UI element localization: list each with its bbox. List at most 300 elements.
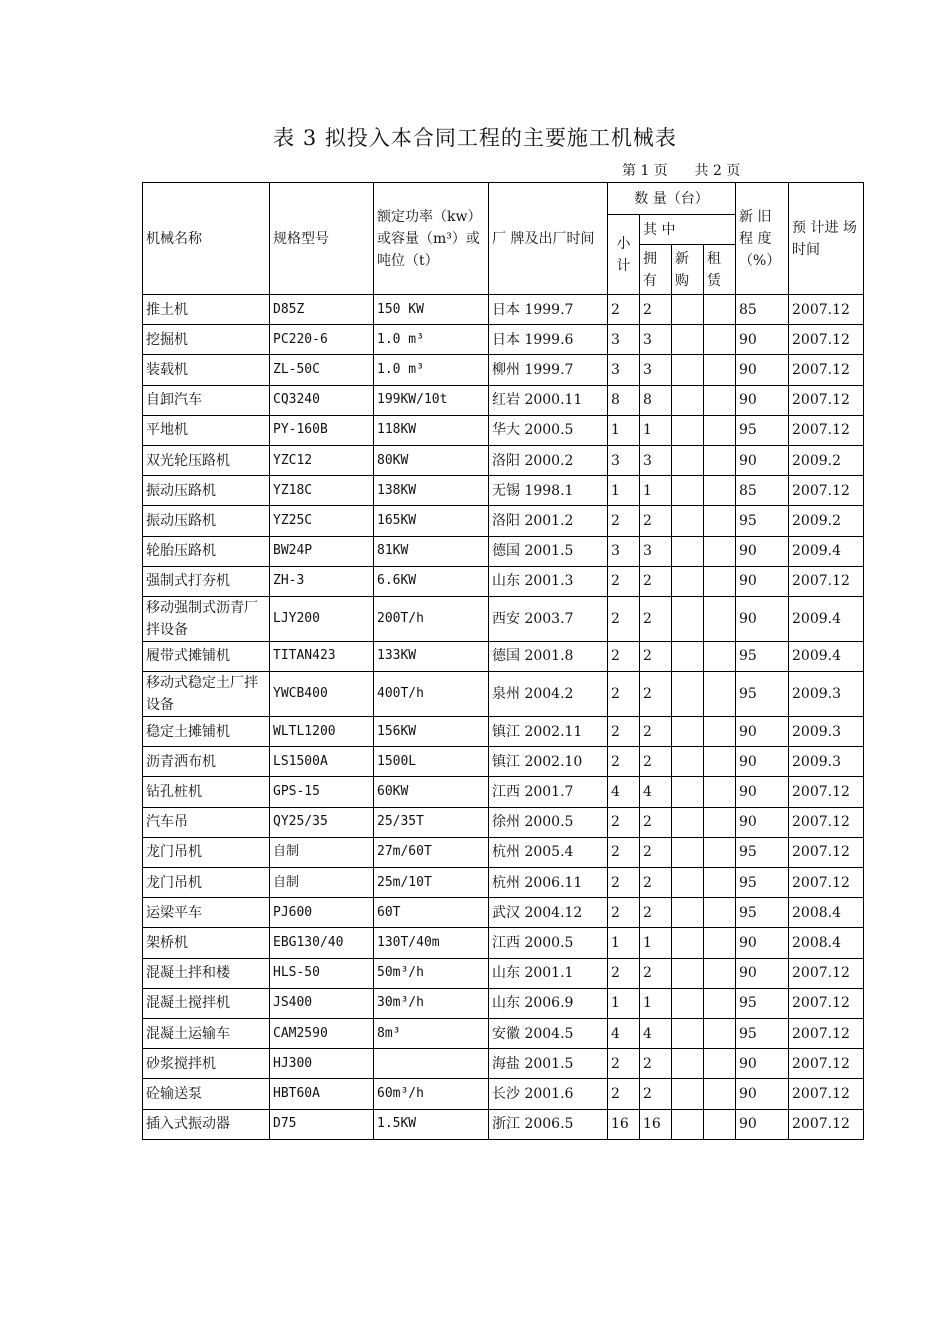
cell-lease bbox=[704, 641, 736, 671]
cell-arrival: 2009.3 bbox=[789, 717, 864, 747]
cell-arrival: 2007.12 bbox=[789, 566, 864, 596]
cell-subtotal: 4 bbox=[608, 777, 640, 807]
cell-power: 150 KW bbox=[374, 295, 489, 325]
cell-model: CQ3240 bbox=[270, 385, 374, 415]
cell-model: YZC12 bbox=[270, 445, 374, 475]
table-row bbox=[143, 868, 864, 898]
cell-owned: 1 bbox=[640, 476, 672, 506]
cell-maker: 日本 1999.6 bbox=[489, 325, 608, 355]
cell-subtotal: 2 bbox=[608, 506, 640, 536]
cell-power: 50m³/h bbox=[374, 958, 489, 988]
cell-name: 履带式摊铺机 bbox=[143, 641, 270, 671]
cell-model: YZ25C bbox=[270, 506, 374, 536]
cell-maker: 红岩 2000.11 bbox=[489, 385, 608, 415]
cell-condition: 95 bbox=[736, 837, 789, 867]
cell-name: 移动强制式沥青厂拌设备 bbox=[143, 596, 270, 641]
cell-model: D85Z bbox=[270, 295, 374, 325]
table-row bbox=[143, 596, 864, 641]
cell-maker: 柳州 1999.7 bbox=[489, 355, 608, 385]
cell-model: YZ18C bbox=[270, 476, 374, 506]
cell-model: QY25/35 bbox=[270, 807, 374, 837]
cell-owned: 2 bbox=[640, 747, 672, 777]
cell-subtotal: 2 bbox=[608, 295, 640, 325]
cell-maker: 洛阳 2000.2 bbox=[489, 445, 608, 475]
cell-new-buy bbox=[672, 777, 704, 807]
cell-maker: 杭州 2005.4 bbox=[489, 837, 608, 867]
cell-condition: 90 bbox=[736, 807, 789, 837]
cell-model: ZL-50C bbox=[270, 355, 374, 385]
cell-condition: 90 bbox=[736, 325, 789, 355]
table-row bbox=[143, 325, 864, 355]
header-new-buy: 新购 bbox=[672, 245, 704, 295]
cell-condition: 95 bbox=[736, 868, 789, 898]
cell-model: WLTL1200 bbox=[270, 717, 374, 747]
cell-owned: 3 bbox=[640, 325, 672, 355]
table-row bbox=[143, 777, 864, 807]
cell-arrival: 2009.4 bbox=[789, 596, 864, 641]
cell-name: 混凝土搅拌机 bbox=[143, 988, 270, 1018]
cell-power: 1500L bbox=[374, 747, 489, 777]
cell-lease bbox=[704, 415, 736, 445]
cell-arrival: 2007.12 bbox=[789, 415, 864, 445]
cell-arrival: 2009.2 bbox=[789, 445, 864, 475]
table-body bbox=[143, 295, 864, 1140]
cell-subtotal: 2 bbox=[608, 672, 640, 717]
cell-lease bbox=[704, 325, 736, 355]
cell-condition: 90 bbox=[736, 445, 789, 475]
cell-condition: 85 bbox=[736, 295, 789, 325]
cell-subtotal: 3 bbox=[608, 325, 640, 355]
cell-condition: 90 bbox=[736, 717, 789, 747]
cell-condition: 90 bbox=[736, 536, 789, 566]
cell-maker: 华大 2000.5 bbox=[489, 415, 608, 445]
cell-subtotal: 2 bbox=[608, 717, 640, 747]
cell-new-buy bbox=[672, 837, 704, 867]
cell-name: 插入式振动器 bbox=[143, 1109, 270, 1139]
page-title: 表 3 拟投入本合同工程的主要施工机械表 bbox=[273, 126, 677, 150]
cell-maker: 泉州 2004.2 bbox=[489, 672, 608, 717]
cell-condition: 90 bbox=[736, 1109, 789, 1139]
cell-arrival: 2009.4 bbox=[789, 536, 864, 566]
cell-maker: 镇江 2002.11 bbox=[489, 717, 608, 747]
cell-lease bbox=[704, 988, 736, 1018]
cell-arrival: 2007.12 bbox=[789, 837, 864, 867]
cell-condition: 95 bbox=[736, 415, 789, 445]
cell-lease bbox=[704, 777, 736, 807]
cell-maker: 安徽 2004.5 bbox=[489, 1018, 608, 1048]
cell-model: PJ600 bbox=[270, 898, 374, 928]
cell-name: 龙门吊机 bbox=[143, 837, 270, 867]
cell-owned: 2 bbox=[640, 506, 672, 536]
cell-maker: 洛阳 2001.2 bbox=[489, 506, 608, 536]
cell-name: 装载机 bbox=[143, 355, 270, 385]
cell-maker: 无锡 1998.1 bbox=[489, 476, 608, 506]
cell-name: 强制式打夯机 bbox=[143, 566, 270, 596]
table-row bbox=[143, 445, 864, 475]
table-row bbox=[143, 898, 864, 928]
cell-model: GPS-15 bbox=[270, 777, 374, 807]
cell-new-buy bbox=[672, 807, 704, 837]
cell-arrival: 2007.12 bbox=[789, 988, 864, 1018]
cell-model: EBG130/40 bbox=[270, 928, 374, 958]
header-maker: 厂 牌及出厂时间 bbox=[489, 183, 608, 295]
cell-power: 25/35T bbox=[374, 807, 489, 837]
cell-power: 80KW bbox=[374, 445, 489, 475]
cell-power: 1.5KW bbox=[374, 1109, 489, 1139]
cell-arrival: 2007.12 bbox=[789, 325, 864, 355]
cell-owned: 4 bbox=[640, 1018, 672, 1048]
cell-name: 稳定土摊铺机 bbox=[143, 717, 270, 747]
cell-power: 118KW bbox=[374, 415, 489, 445]
cell-power: 8m³ bbox=[374, 1018, 489, 1048]
cell-lease bbox=[704, 385, 736, 415]
table-row bbox=[143, 807, 864, 837]
cell-subtotal: 2 bbox=[608, 747, 640, 777]
cell-model: LS1500A bbox=[270, 747, 374, 777]
cell-new-buy bbox=[672, 325, 704, 355]
cell-subtotal: 2 bbox=[608, 868, 640, 898]
cell-condition: 90 bbox=[736, 777, 789, 807]
header-among: 其 中 bbox=[640, 215, 736, 245]
cell-condition: 95 bbox=[736, 1018, 789, 1048]
table-row bbox=[143, 1018, 864, 1048]
cell-new-buy bbox=[672, 898, 704, 928]
cell-lease bbox=[704, 837, 736, 867]
cell-name: 沥青洒布机 bbox=[143, 747, 270, 777]
cell-subtotal: 1 bbox=[608, 415, 640, 445]
cell-condition: 95 bbox=[736, 898, 789, 928]
cell-lease bbox=[704, 566, 736, 596]
cell-new-buy bbox=[672, 506, 704, 536]
cell-name: 汽车吊 bbox=[143, 807, 270, 837]
cell-power: 165KW bbox=[374, 506, 489, 536]
cell-new-buy bbox=[672, 415, 704, 445]
cell-model: HJ300 bbox=[270, 1049, 374, 1079]
cell-lease bbox=[704, 1109, 736, 1139]
cell-power: 60T bbox=[374, 898, 489, 928]
cell-new-buy bbox=[672, 295, 704, 325]
cell-lease bbox=[704, 717, 736, 747]
cell-owned: 2 bbox=[640, 672, 672, 717]
table-row bbox=[143, 717, 864, 747]
header-subtotal: 小计 bbox=[608, 215, 640, 295]
cell-new-buy bbox=[672, 1079, 704, 1109]
header-model: 规格型号 bbox=[270, 183, 374, 295]
cell-maker: 海盐 2001.5 bbox=[489, 1049, 608, 1079]
cell-name: 轮胎压路机 bbox=[143, 536, 270, 566]
cell-power: 60m³/h bbox=[374, 1079, 489, 1109]
cell-lease bbox=[704, 1018, 736, 1048]
cell-new-buy bbox=[672, 1109, 704, 1139]
cell-lease bbox=[704, 807, 736, 837]
cell-new-buy bbox=[672, 747, 704, 777]
cell-maker: 德国 2001.8 bbox=[489, 641, 608, 671]
cell-arrival: 2009.4 bbox=[789, 641, 864, 671]
cell-owned: 2 bbox=[640, 1049, 672, 1079]
cell-maker: 山东 2001.3 bbox=[489, 566, 608, 596]
cell-owned: 2 bbox=[640, 295, 672, 325]
cell-maker: 日本 1999.7 bbox=[489, 295, 608, 325]
cell-subtotal: 2 bbox=[608, 807, 640, 837]
cell-lease bbox=[704, 672, 736, 717]
cell-name: 架桥机 bbox=[143, 928, 270, 958]
header-quantity: 数 量（台） bbox=[608, 183, 736, 215]
cell-maker: 山东 2006.9 bbox=[489, 988, 608, 1018]
header-owned: 拥有 bbox=[640, 245, 672, 295]
cell-new-buy bbox=[672, 928, 704, 958]
cell-model: 自制 bbox=[270, 837, 374, 867]
page-total: 共 2 页 bbox=[694, 163, 741, 179]
cell-arrival: 2008.4 bbox=[789, 928, 864, 958]
cell-condition: 90 bbox=[736, 747, 789, 777]
cell-power: 400T/h bbox=[374, 672, 489, 717]
header-power: 额定功率（kw）或容量（m³）或吨位（t） bbox=[374, 183, 489, 295]
cell-condition: 90 bbox=[736, 1049, 789, 1079]
cell-new-buy bbox=[672, 385, 704, 415]
header-arrival: 预 计进 场时间 bbox=[789, 183, 864, 295]
cell-model: PC220-6 bbox=[270, 325, 374, 355]
cell-subtotal: 2 bbox=[608, 1049, 640, 1079]
cell-condition: 85 bbox=[736, 476, 789, 506]
cell-new-buy bbox=[672, 988, 704, 1018]
cell-subtotal: 2 bbox=[608, 958, 640, 988]
cell-power bbox=[374, 1049, 489, 1079]
cell-name: 运梁平车 bbox=[143, 898, 270, 928]
cell-arrival: 2009.3 bbox=[789, 747, 864, 777]
cell-subtotal: 4 bbox=[608, 1018, 640, 1048]
cell-model: PY-160B bbox=[270, 415, 374, 445]
cell-arrival: 2007.12 bbox=[789, 355, 864, 385]
cell-name: 砼输送泵 bbox=[143, 1079, 270, 1109]
cell-lease bbox=[704, 958, 736, 988]
cell-new-buy bbox=[672, 476, 704, 506]
cell-arrival: 2008.4 bbox=[789, 898, 864, 928]
cell-power: 25m/10T bbox=[374, 868, 489, 898]
table-row bbox=[143, 928, 864, 958]
cell-subtotal: 3 bbox=[608, 355, 640, 385]
cell-subtotal: 2 bbox=[608, 1079, 640, 1109]
cell-power: 133KW bbox=[374, 641, 489, 671]
table-row bbox=[143, 1049, 864, 1079]
cell-owned: 1 bbox=[640, 415, 672, 445]
cell-lease bbox=[704, 868, 736, 898]
table-row bbox=[143, 385, 864, 415]
cell-owned: 3 bbox=[640, 355, 672, 385]
cell-owned: 2 bbox=[640, 837, 672, 867]
table-row bbox=[143, 837, 864, 867]
cell-new-buy bbox=[672, 566, 704, 596]
cell-name: 自卸汽车 bbox=[143, 385, 270, 415]
cell-maker: 镇江 2002.10 bbox=[489, 747, 608, 777]
cell-condition: 90 bbox=[736, 1079, 789, 1109]
cell-condition: 90 bbox=[736, 566, 789, 596]
cell-new-buy bbox=[672, 596, 704, 641]
cell-owned: 2 bbox=[640, 898, 672, 928]
cell-condition: 90 bbox=[736, 928, 789, 958]
cell-power: 156KW bbox=[374, 717, 489, 747]
cell-model: 自制 bbox=[270, 868, 374, 898]
cell-owned: 16 bbox=[640, 1109, 672, 1139]
cell-new-buy bbox=[672, 717, 704, 747]
machinery-table bbox=[142, 182, 864, 1140]
cell-new-buy bbox=[672, 355, 704, 385]
cell-name: 砂浆搅拌机 bbox=[143, 1049, 270, 1079]
cell-lease bbox=[704, 1049, 736, 1079]
page-number: 第 1 页 bbox=[622, 163, 668, 179]
cell-name: 混凝土拌和楼 bbox=[143, 958, 270, 988]
cell-power: 199KW/10t bbox=[374, 385, 489, 415]
cell-lease bbox=[704, 928, 736, 958]
cell-name: 钻孔桩机 bbox=[143, 777, 270, 807]
cell-name: 双光轮压路机 bbox=[143, 445, 270, 475]
cell-power: 27m/60T bbox=[374, 837, 489, 867]
cell-lease bbox=[704, 295, 736, 325]
cell-power: 130T/40m bbox=[374, 928, 489, 958]
cell-subtotal: 2 bbox=[608, 898, 640, 928]
cell-owned: 2 bbox=[640, 1079, 672, 1109]
cell-name: 混凝土运输车 bbox=[143, 1018, 270, 1048]
cell-lease bbox=[704, 355, 736, 385]
cell-owned: 1 bbox=[640, 988, 672, 1018]
cell-model: LJY200 bbox=[270, 596, 374, 641]
cell-maker: 武汉 2004.12 bbox=[489, 898, 608, 928]
cell-arrival: 2007.12 bbox=[789, 777, 864, 807]
cell-new-buy bbox=[672, 672, 704, 717]
table-row bbox=[143, 476, 864, 506]
cell-maker: 浙江 2006.5 bbox=[489, 1109, 608, 1139]
cell-lease bbox=[704, 536, 736, 566]
cell-maker: 长沙 2001.6 bbox=[489, 1079, 608, 1109]
cell-arrival: 2007.12 bbox=[789, 1018, 864, 1048]
cell-model: HLS-50 bbox=[270, 958, 374, 988]
cell-subtotal: 2 bbox=[608, 837, 640, 867]
cell-arrival: 2009.2 bbox=[789, 506, 864, 536]
cell-name: 振动压路机 bbox=[143, 476, 270, 506]
cell-subtotal: 8 bbox=[608, 385, 640, 415]
cell-owned: 8 bbox=[640, 385, 672, 415]
cell-arrival: 2007.12 bbox=[789, 476, 864, 506]
cell-model: CAM2590 bbox=[270, 1018, 374, 1048]
cell-subtotal: 16 bbox=[608, 1109, 640, 1139]
cell-arrival: 2007.12 bbox=[789, 1049, 864, 1079]
cell-power: 200T/h bbox=[374, 596, 489, 641]
cell-new-buy bbox=[672, 1018, 704, 1048]
cell-new-buy bbox=[672, 445, 704, 475]
cell-name: 推土机 bbox=[143, 295, 270, 325]
cell-lease bbox=[704, 596, 736, 641]
cell-owned: 2 bbox=[640, 958, 672, 988]
cell-owned: 3 bbox=[640, 536, 672, 566]
table-row bbox=[143, 566, 864, 596]
cell-maker: 江西 2001.7 bbox=[489, 777, 608, 807]
cell-new-buy bbox=[672, 1049, 704, 1079]
cell-maker: 山东 2001.1 bbox=[489, 958, 608, 988]
cell-condition: 95 bbox=[736, 672, 789, 717]
header-name: 机械名称 bbox=[143, 183, 270, 295]
cell-lease bbox=[704, 898, 736, 928]
cell-subtotal: 1 bbox=[608, 928, 640, 958]
cell-arrival: 2007.12 bbox=[789, 807, 864, 837]
cell-condition: 95 bbox=[736, 506, 789, 536]
cell-owned: 2 bbox=[640, 807, 672, 837]
cell-lease bbox=[704, 506, 736, 536]
table-row bbox=[143, 1109, 864, 1139]
table-row bbox=[143, 1079, 864, 1109]
cell-owned: 2 bbox=[640, 868, 672, 898]
cell-model: TITAN423 bbox=[270, 641, 374, 671]
cell-power: 60KW bbox=[374, 777, 489, 807]
cell-model: BW24P bbox=[270, 536, 374, 566]
table-row bbox=[143, 958, 864, 988]
cell-name: 挖掘机 bbox=[143, 325, 270, 355]
cell-maker: 西安 2003.7 bbox=[489, 596, 608, 641]
cell-new-buy bbox=[672, 641, 704, 671]
header-lease: 租赁 bbox=[704, 245, 736, 295]
table-row bbox=[143, 415, 864, 445]
table-row bbox=[143, 641, 864, 671]
cell-subtotal: 3 bbox=[608, 445, 640, 475]
cell-model: ZH-3 bbox=[270, 566, 374, 596]
cell-maker: 江西 2000.5 bbox=[489, 928, 608, 958]
cell-lease bbox=[704, 445, 736, 475]
cell-power: 1.0 m³ bbox=[374, 325, 489, 355]
cell-subtotal: 3 bbox=[608, 536, 640, 566]
cell-owned: 2 bbox=[640, 641, 672, 671]
cell-subtotal: 1 bbox=[608, 988, 640, 1018]
cell-arrival: 2007.12 bbox=[789, 868, 864, 898]
cell-model: JS400 bbox=[270, 988, 374, 1018]
cell-arrival: 2007.12 bbox=[789, 385, 864, 415]
cell-subtotal: 2 bbox=[608, 566, 640, 596]
cell-lease bbox=[704, 747, 736, 777]
cell-owned: 4 bbox=[640, 777, 672, 807]
table-row bbox=[143, 672, 864, 717]
page-indicator bbox=[622, 160, 740, 180]
header-condition: 新 旧程 度（%） bbox=[736, 183, 789, 295]
cell-name: 平地机 bbox=[143, 415, 270, 445]
cell-new-buy bbox=[672, 868, 704, 898]
cell-arrival: 2007.12 bbox=[789, 1109, 864, 1139]
cell-model: HBT60A bbox=[270, 1079, 374, 1109]
cell-condition: 95 bbox=[736, 988, 789, 1018]
cell-new-buy bbox=[672, 958, 704, 988]
cell-condition: 95 bbox=[736, 641, 789, 671]
cell-power: 138KW bbox=[374, 476, 489, 506]
cell-name: 移动式稳定土厂拌设备 bbox=[143, 672, 270, 717]
table-row bbox=[143, 536, 864, 566]
table-row bbox=[143, 295, 864, 325]
cell-subtotal: 2 bbox=[608, 641, 640, 671]
table-row bbox=[143, 506, 864, 536]
table-row bbox=[143, 747, 864, 777]
cell-power: 30m³/h bbox=[374, 988, 489, 1018]
cell-name: 龙门吊机 bbox=[143, 868, 270, 898]
cell-maker: 德国 2001.5 bbox=[489, 536, 608, 566]
cell-condition: 90 bbox=[736, 958, 789, 988]
cell-lease bbox=[704, 476, 736, 506]
cell-maker: 杭州 2006.11 bbox=[489, 868, 608, 898]
cell-owned: 2 bbox=[640, 566, 672, 596]
cell-condition: 90 bbox=[736, 385, 789, 415]
cell-condition: 90 bbox=[736, 355, 789, 385]
cell-owned: 2 bbox=[640, 596, 672, 641]
cell-new-buy bbox=[672, 536, 704, 566]
cell-lease bbox=[704, 1079, 736, 1109]
cell-arrival: 2007.12 bbox=[789, 958, 864, 988]
cell-arrival: 2007.12 bbox=[789, 295, 864, 325]
cell-model: D75 bbox=[270, 1109, 374, 1139]
cell-maker: 徐州 2000.5 bbox=[489, 807, 608, 837]
